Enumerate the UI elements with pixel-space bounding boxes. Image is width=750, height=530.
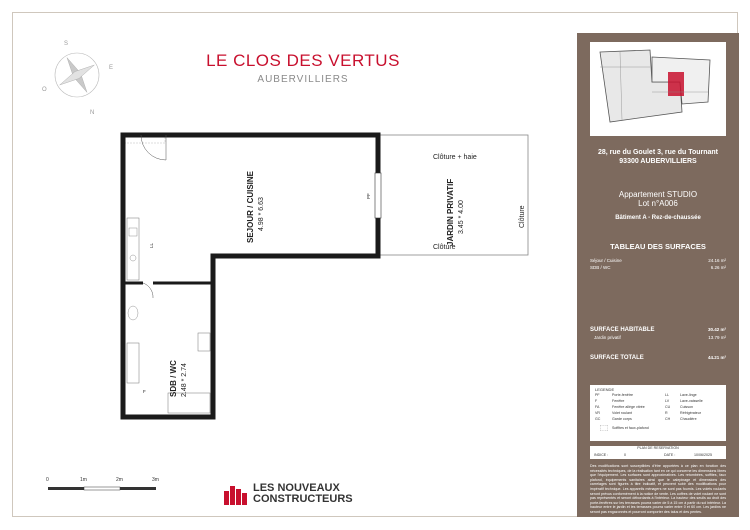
label-pf: PF bbox=[366, 193, 371, 199]
jardin-row bbox=[590, 335, 726, 340]
lot-number: Lot n°A006 bbox=[638, 199, 678, 208]
room-dims-sdb: 2.48 * 2.74 bbox=[181, 363, 188, 397]
logo-text bbox=[253, 483, 353, 505]
surface-label: SDB / WC bbox=[590, 265, 611, 270]
scale-tick-2: 2m bbox=[116, 477, 123, 483]
date-value: 10/06/2025 bbox=[694, 453, 712, 457]
label-cloture-bottom: Clôture bbox=[433, 244, 456, 251]
room-name-jardin: JARDIN PRIVATIF bbox=[446, 178, 455, 246]
surfaces-table-title: TABLEAU DES SURFACES bbox=[610, 242, 706, 251]
surface-habitable-row bbox=[590, 327, 726, 333]
logo-line-1: LES NOUVEAUX bbox=[253, 482, 340, 494]
compass-letter-n: N bbox=[90, 110, 95, 115]
surface-totale-row bbox=[590, 355, 726, 361]
legend-item-text: Chaudière bbox=[680, 417, 697, 421]
indice-value: 0 bbox=[624, 453, 626, 457]
label-f: F bbox=[143, 389, 146, 394]
address: 28, rue du Goulet 3, rue du Tournant 93300 AUBERVILLIERS bbox=[597, 149, 719, 165]
label-ll: LL bbox=[149, 242, 154, 248]
surface-value: 24.16 m² bbox=[708, 258, 726, 263]
surface-label: Séjour / Cuisine bbox=[590, 258, 622, 263]
compass-letter-s: S bbox=[64, 41, 69, 47]
legend-item: FA bbox=[595, 405, 600, 409]
legend-item: R bbox=[665, 411, 668, 415]
legend-item: F bbox=[595, 399, 598, 403]
project-city: AUBERVILLIERS bbox=[257, 74, 349, 85]
disclaimer: Des modifications sont susceptibles d'être apportées à ce plan en fonction des nécessités techniques, de la réalisation tant en ce qui concerne les dimensions libres que l'équipement. Les surfaces sont approximatives. Les retombées, soffites, faux plafond, équipements sanitaires ainsi que le calepinage et dimensions des carrelages sont figurés à titre indicatif, et peuvent subir des modifications pour impératif technique. Les appareils ménagers ne sont pas fournis. Les volets roulants seront prévus conformément à la notice de vente. Les coffres de volet roulant ne sont pas représentés et seront débordants à l'intérieur. La hauteur des seuils au droit des porte-fenêtres sur les terrasses pourra varier de 5 à 15 cm à partir du sol intérieur. La hauteur entre le jardin et les terrasses pourra varier entre 0 et 60 cm. Les jardins ne seront pas engazonnés et pourront comporter des talus et des pentes. bbox=[590, 464, 726, 514]
indice-label: INDICE : bbox=[594, 453, 609, 457]
legend-item-text: Fenêtre allège vitrée bbox=[612, 405, 645, 409]
logo-buildings-icon bbox=[223, 483, 249, 505]
legend-item: LV bbox=[665, 399, 670, 403]
scale-tick-1: 1m bbox=[80, 477, 87, 483]
logo-line-2: CONSTRUCTEURS bbox=[253, 493, 353, 505]
scale-tick-3: 3m bbox=[152, 477, 159, 483]
apartment-label: Appartement STUDIO bbox=[618, 190, 698, 199]
compass-letter-e: E bbox=[109, 65, 114, 71]
legend-hatch-text: Soffites et faux-plafond bbox=[612, 426, 649, 430]
surface-totale-value: 44.21 m² bbox=[707, 355, 726, 360]
legend-item: VR bbox=[595, 411, 600, 415]
floor-plan bbox=[13, 13, 573, 516]
apartment-type bbox=[577, 190, 739, 208]
project-title: LE CLOS DES VERTUS bbox=[206, 51, 400, 70]
legend-item-text: Lave-vaisselle bbox=[680, 399, 703, 403]
plan-reservation-title: PLAN DE RESERVATION bbox=[637, 446, 679, 450]
room-name-sejour: SEJOUR / CUISINE bbox=[246, 170, 255, 243]
scale-tick-0: 0 bbox=[46, 477, 49, 483]
scale-bar bbox=[48, 487, 156, 490]
surface-row bbox=[590, 265, 726, 270]
hatch-swatch-icon bbox=[600, 425, 608, 431]
legend-item: PF bbox=[595, 393, 600, 397]
site-map bbox=[590, 42, 726, 136]
legend-item-text: Garde corps bbox=[612, 417, 632, 421]
legend-item: CH bbox=[665, 417, 671, 421]
surface-row bbox=[590, 258, 726, 263]
legend-item-text: Réfrigérateur bbox=[680, 411, 701, 415]
jardin-value: 13.79 m² bbox=[708, 335, 726, 340]
legend-item-text: Lave-linge bbox=[680, 393, 697, 397]
legend bbox=[590, 385, 726, 441]
surface-habitable-label: SURFACE HABITABLE bbox=[590, 327, 655, 333]
compass-letter-o: O bbox=[42, 87, 47, 93]
legend-item-text: Porte-fenêtre bbox=[612, 393, 633, 397]
surface-value: 6.26 m² bbox=[710, 265, 726, 270]
surface-totale-label: SURFACE TOTALE bbox=[590, 355, 644, 361]
room-dims-sejour: 4.98 * 6.63 bbox=[258, 197, 265, 231]
building-floor: Bâtiment A - Rez-de-chaussée bbox=[615, 215, 701, 221]
room-name-sdb: SDB / WC bbox=[169, 360, 178, 397]
label-cloture-right: Clôture bbox=[519, 205, 526, 228]
legend-item-text: Cuisson bbox=[680, 405, 693, 409]
legend-item: LL bbox=[665, 393, 669, 397]
date-label: DATE : bbox=[664, 453, 676, 457]
legend-item-text: Fenêtre bbox=[612, 399, 625, 403]
label-cloture-haie: Clôture + haie bbox=[433, 154, 477, 161]
legend-item: CU bbox=[665, 405, 671, 409]
legend-item: GC bbox=[595, 417, 601, 421]
room-dims-jardin: 3.45 * 4.00 bbox=[458, 200, 465, 234]
plan-reservation bbox=[590, 446, 726, 459]
legend-title: LEGENDE bbox=[595, 387, 615, 392]
surface-habitable-value: 30.42 m² bbox=[707, 327, 726, 332]
info-sidebar bbox=[577, 33, 739, 517]
plan-sheet bbox=[12, 12, 738, 517]
plan-area bbox=[13, 13, 573, 516]
jardin-label: Jardin privatif bbox=[594, 335, 621, 340]
legend-item-text: Volet roulant bbox=[612, 411, 632, 415]
